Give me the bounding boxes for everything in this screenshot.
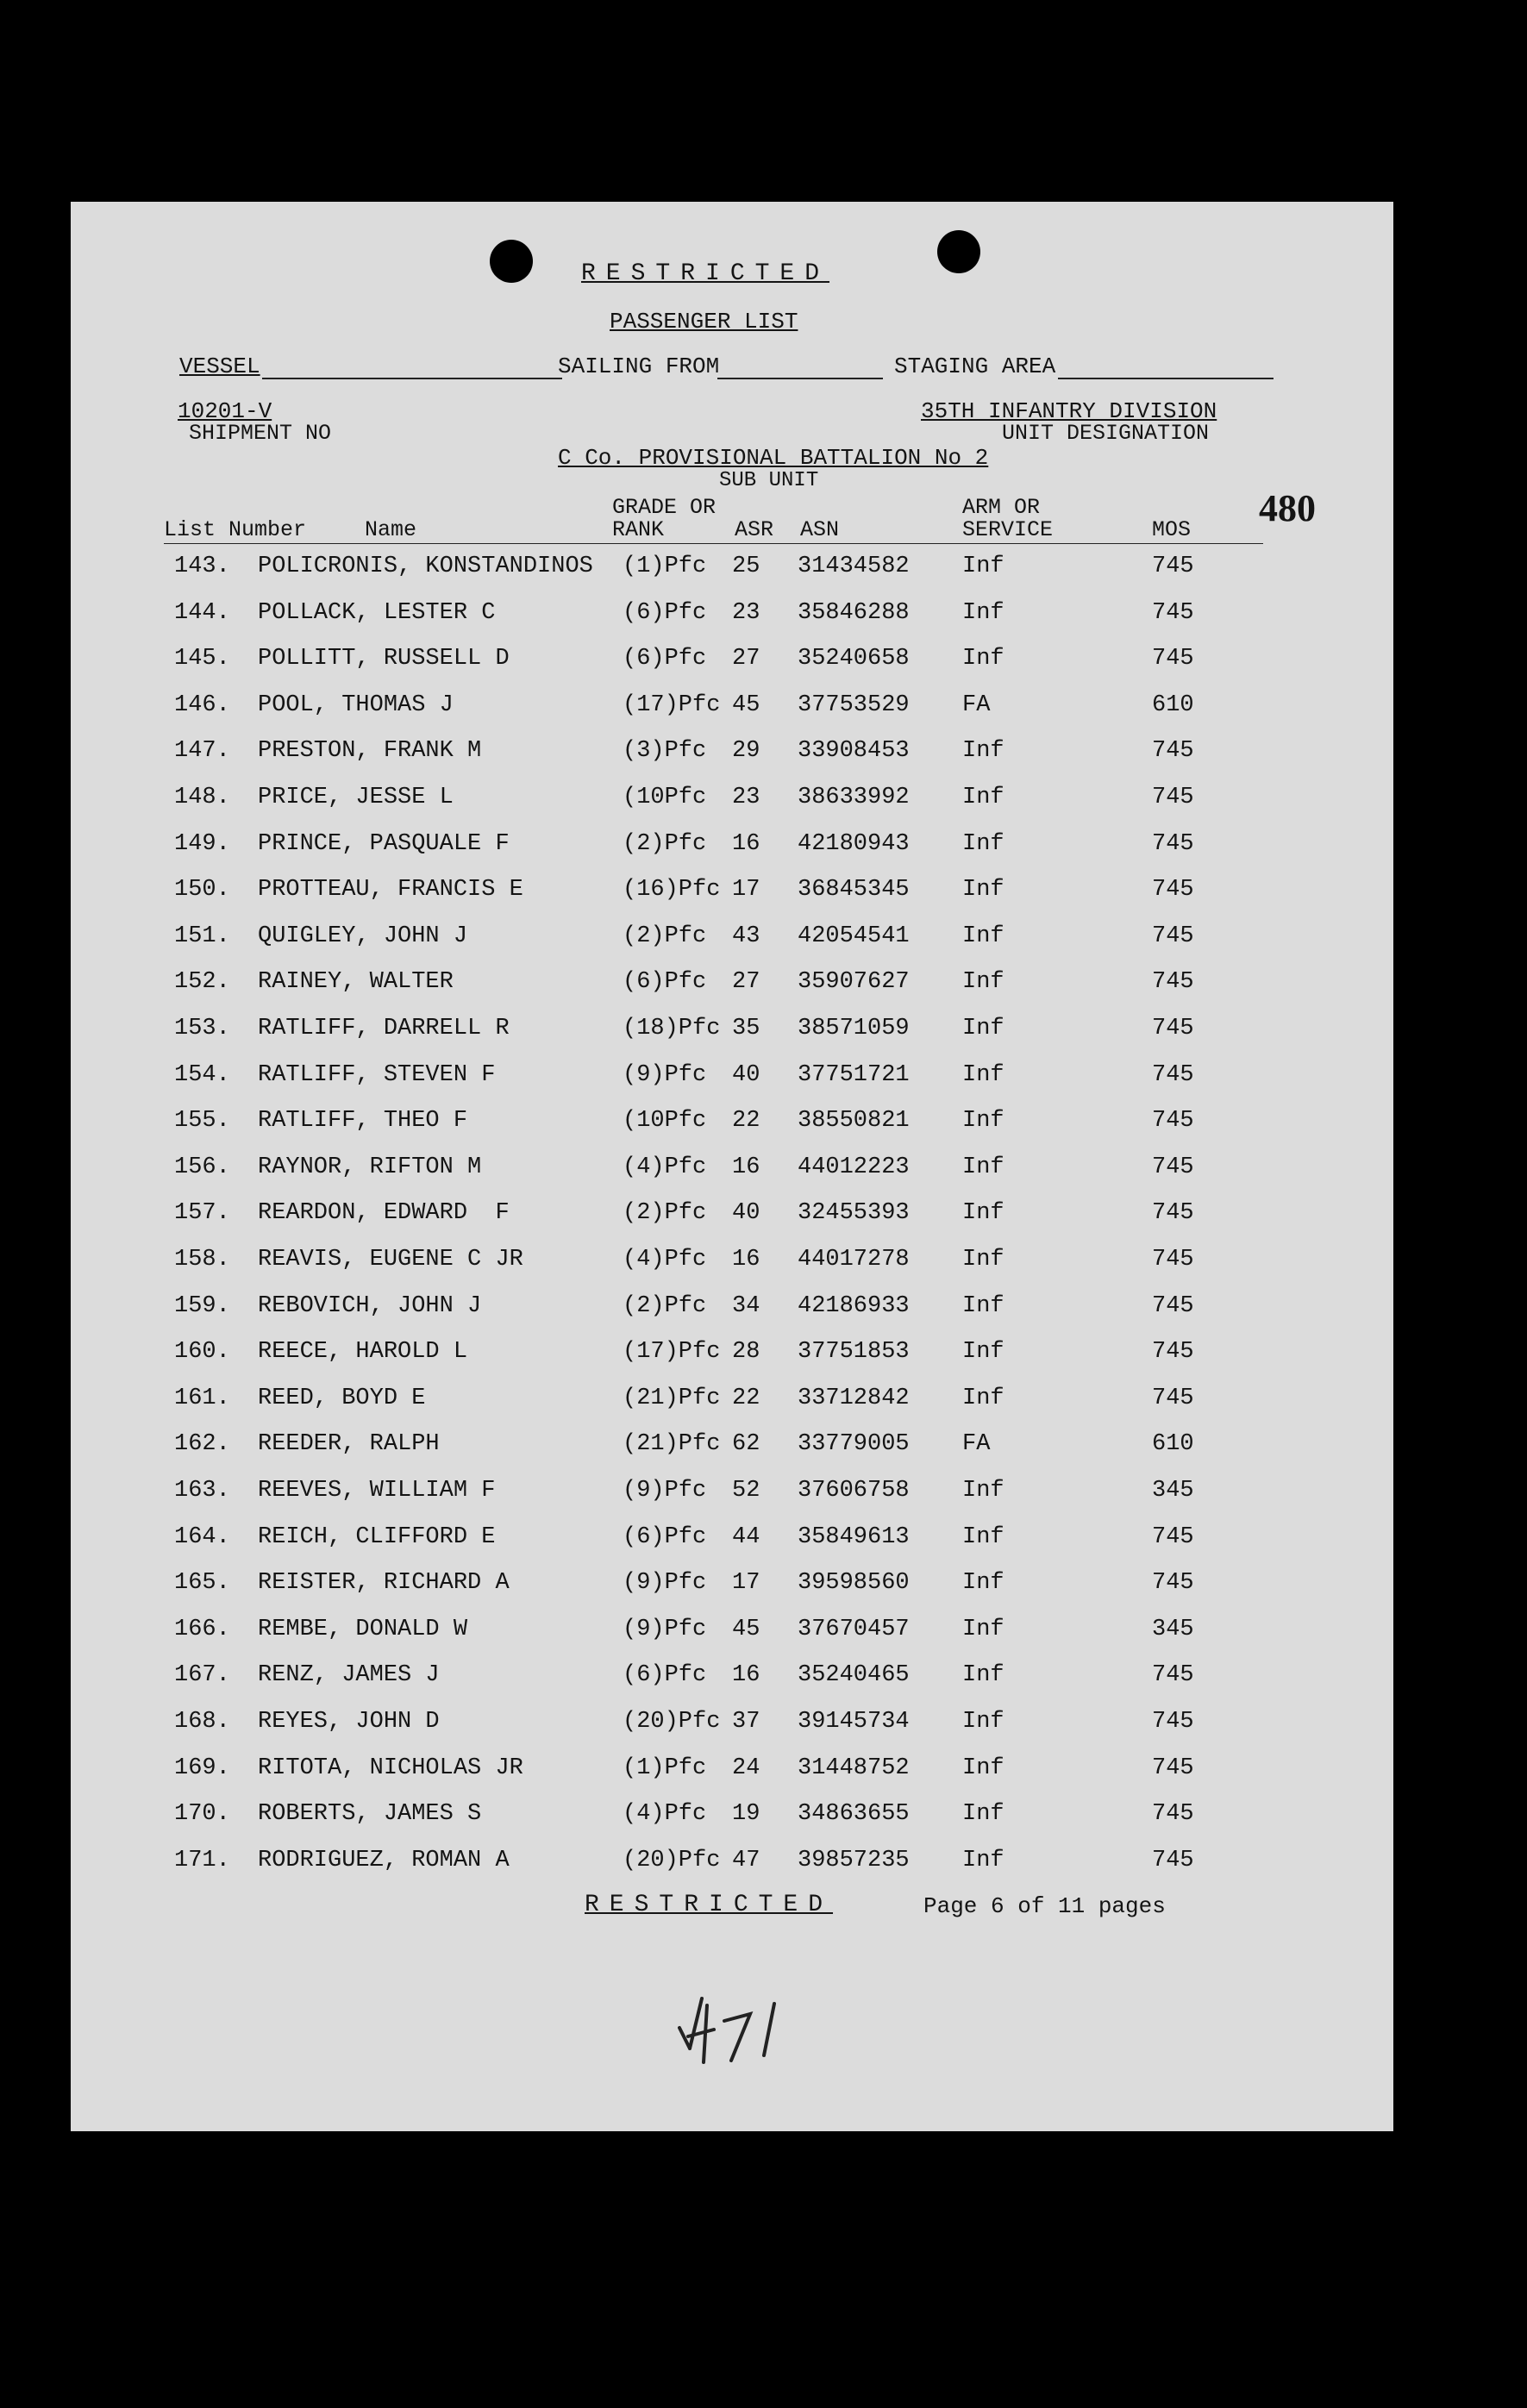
arm-service: Inf: [962, 1385, 1004, 1411]
grade-rank: (6)Pfc: [623, 969, 707, 996]
column-header-arm-line1: ARM OR: [962, 495, 1041, 520]
sub-unit-label: SUB UNIT: [719, 469, 819, 492]
grade-rank: (1)Pfc: [623, 1754, 707, 1781]
passenger-name: REECE, HAROLD L: [258, 1339, 468, 1366]
row-number: 156.: [174, 1154, 230, 1180]
army-serial-number: 39857235: [798, 1847, 910, 1873]
asr-score: 34: [732, 1292, 760, 1319]
row-number: 171.: [174, 1847, 230, 1873]
row-number: 149.: [174, 830, 230, 857]
table-row: [71, 738, 1393, 785]
row-number: 146.: [174, 691, 230, 718]
army-serial-number: 39598560: [798, 1570, 910, 1597]
table-row: [71, 1108, 1393, 1154]
mos-code: 745: [1152, 1061, 1194, 1088]
asr-score: 16: [732, 1662, 760, 1689]
mos-code: 745: [1152, 1200, 1194, 1227]
row-number: 166.: [174, 1616, 230, 1642]
page-info: Page 6 of 11 pages: [923, 1893, 1166, 1919]
mos-code: 745: [1152, 1247, 1194, 1273]
mos-code: 745: [1152, 1801, 1194, 1828]
passenger-name: REEDER, RALPH: [258, 1431, 440, 1458]
asr-score: 17: [732, 877, 760, 904]
passenger-name: POLLITT, RUSSELL D: [258, 646, 510, 672]
grade-rank: (21)Pfc: [623, 1431, 721, 1458]
restricted-header: RESTRICTED: [581, 260, 830, 287]
passenger-name: RATLIFF, THEO F: [258, 1108, 468, 1135]
row-number: 162.: [174, 1431, 230, 1458]
arm-service: FA: [962, 1431, 991, 1458]
asr-score: 52: [732, 1478, 760, 1504]
passenger-name: PRINCE, PASQUALE F: [258, 830, 510, 857]
army-serial-number: 44012223: [798, 1154, 910, 1180]
table-row: [71, 1339, 1393, 1385]
passenger-name: PRESTON, FRANK M: [258, 738, 482, 765]
row-number: 158.: [174, 1247, 230, 1273]
mos-code: 745: [1152, 969, 1194, 996]
grade-rank: (4)Pfc: [623, 1154, 707, 1180]
asr-score: 24: [732, 1754, 760, 1781]
asr-score: 29: [732, 738, 760, 765]
mos-code: 745: [1152, 1754, 1194, 1781]
grade-rank: (20)Pfc: [623, 1709, 721, 1735]
arm-service: Inf: [962, 785, 1004, 810]
sub-unit-value: C Co. PROVISIONAL BATTALION No 2: [558, 445, 989, 471]
mos-code: 745: [1152, 877, 1194, 904]
asr-score: 23: [732, 785, 760, 810]
table-row: [71, 1431, 1393, 1478]
column-header-asn: ASN: [800, 517, 840, 542]
column-header-asr: ASR: [735, 517, 774, 542]
row-number: 150.: [174, 877, 230, 904]
army-serial-number: 44017278: [798, 1247, 910, 1273]
passenger-name: REICH, CLIFFORD E: [258, 1523, 496, 1550]
grade-rank: (2)Pfc: [623, 830, 707, 857]
vessel-label: VESSEL: [179, 353, 260, 379]
asr-score: 22: [732, 1108, 760, 1135]
grade-rank: (21)Pfc: [623, 1385, 721, 1411]
table-row: [71, 646, 1393, 692]
passenger-name: RENZ, JAMES J: [258, 1662, 440, 1689]
mos-code: 345: [1152, 1616, 1194, 1642]
passenger-name: REED, BOYD E: [258, 1385, 426, 1411]
column-header-grade-line1: GRADE OR: [612, 495, 717, 520]
mos-code: 745: [1152, 554, 1194, 579]
army-serial-number: 33908453: [798, 738, 910, 765]
army-serial-number: 35240658: [798, 646, 910, 672]
asr-score: 45: [732, 691, 760, 718]
passenger-name: PRICE, JESSE L: [258, 785, 454, 810]
row-number: 147.: [174, 738, 230, 765]
mos-code: 745: [1152, 923, 1194, 949]
arm-service: Inf: [962, 830, 1004, 857]
table-row: [71, 1154, 1393, 1201]
asr-score: 17: [732, 1570, 760, 1597]
row-number: 151.: [174, 923, 230, 949]
grade-rank: (2)Pfc: [623, 923, 707, 949]
asr-score: 35: [732, 1016, 760, 1041]
army-serial-number: 33779005: [798, 1431, 910, 1458]
row-number: 161.: [174, 1385, 230, 1411]
grade-rank: (2)Pfc: [623, 1200, 707, 1227]
table-row: [71, 1062, 1393, 1109]
column-header-arm-line2: SERVICE: [962, 517, 1054, 542]
mos-code: 745: [1152, 1108, 1194, 1135]
army-serial-number: 37606758: [798, 1478, 910, 1504]
page-number-stamp: 480: [1259, 487, 1316, 529]
arm-service: Inf: [962, 1478, 1004, 1504]
army-serial-number: 38571059: [798, 1016, 910, 1041]
grade-rank: (1)Pfc: [623, 554, 707, 579]
army-serial-number: 37670457: [798, 1616, 910, 1642]
passenger-name: RAINEY, WALTER: [258, 969, 454, 996]
arm-service: Inf: [962, 1801, 1004, 1828]
table-row: [71, 1478, 1393, 1524]
grade-rank: (9)Pfc: [623, 1616, 707, 1642]
army-serial-number: 37753529: [798, 691, 910, 718]
table-row: [71, 1848, 1393, 1894]
asr-score: 62: [732, 1431, 760, 1458]
mos-code: 745: [1152, 1570, 1194, 1597]
asr-score: 43: [732, 923, 760, 949]
army-serial-number: 39145734: [798, 1709, 910, 1735]
passenger-name: REARDON, EDWARD F: [258, 1200, 510, 1227]
table-row: [71, 1801, 1393, 1848]
passenger-name: RAYNOR, RIFTON M: [258, 1154, 482, 1180]
row-number: 165.: [174, 1570, 230, 1597]
mos-code: 745: [1152, 1662, 1194, 1689]
sailing-from-label: SAILING FROM: [558, 353, 720, 379]
arm-service: Inf: [962, 1847, 1004, 1873]
grade-rank: (18)Pfc: [623, 1016, 721, 1041]
passenger-name: POOL, THOMAS J: [258, 691, 454, 718]
asr-score: 45: [732, 1616, 760, 1642]
army-serial-number: 42180943: [798, 830, 910, 857]
mos-code: 745: [1152, 646, 1194, 672]
arm-service: Inf: [962, 1662, 1004, 1689]
arm-service: Inf: [962, 1616, 1004, 1642]
grade-rank: (6)Pfc: [623, 1662, 707, 1689]
sailing-from-line: [717, 378, 883, 379]
table-row: [71, 1570, 1393, 1617]
army-serial-number: 35849613: [798, 1523, 910, 1550]
passenger-name: RATLIFF, STEVEN F: [258, 1061, 496, 1088]
row-number: 157.: [174, 1200, 230, 1227]
asr-score: 19: [732, 1801, 760, 1828]
table-row: [71, 923, 1393, 970]
staging-area-label: STAGING AREA: [894, 353, 1056, 379]
mos-code: 745: [1152, 1016, 1194, 1041]
mos-code: 745: [1152, 1847, 1194, 1873]
passenger-name: RITOTA, NICHOLAS JR: [258, 1754, 523, 1781]
arm-service: Inf: [962, 738, 1004, 765]
asr-score: 25: [732, 554, 760, 579]
passenger-name: POLICRONIS, KONSTANDINOS: [258, 554, 593, 579]
row-number: 148.: [174, 785, 230, 810]
row-number: 144.: [174, 599, 230, 626]
handwritten-signature: [678, 1980, 798, 2074]
mos-code: 745: [1152, 830, 1194, 857]
row-number: 159.: [174, 1292, 230, 1319]
table-row: [71, 1016, 1393, 1062]
army-serial-number: 31448752: [798, 1754, 910, 1781]
grade-rank: (10Pfc: [623, 1108, 707, 1135]
arm-service: Inf: [962, 1016, 1004, 1041]
row-number: 155.: [174, 1108, 230, 1135]
row-number: 152.: [174, 969, 230, 996]
row-number: 170.: [174, 1801, 230, 1828]
mos-code: 745: [1152, 738, 1194, 765]
table-row: [71, 1755, 1393, 1802]
arm-service: Inf: [962, 969, 1004, 996]
asr-score: 37: [732, 1709, 760, 1735]
grade-rank: (10Pfc: [623, 785, 707, 810]
column-header-grade-line2: RANK: [612, 517, 665, 542]
mos-code: 745: [1152, 785, 1194, 810]
passenger-name: REAVIS, EUGENE C JR: [258, 1247, 523, 1273]
shipment-label: SHIPMENT NO: [189, 421, 332, 446]
arm-service: Inf: [962, 1247, 1004, 1273]
table-row: [71, 1617, 1393, 1663]
arm-service: Inf: [962, 599, 1004, 626]
passenger-name: POLLACK, LESTER C: [258, 599, 496, 626]
army-serial-number: 42186933: [798, 1292, 910, 1319]
asr-score: 44: [732, 1523, 760, 1550]
arm-service: Inf: [962, 1709, 1004, 1735]
grade-rank: (9)Pfc: [623, 1061, 707, 1088]
army-serial-number: 32455393: [798, 1200, 910, 1227]
mos-code: 610: [1152, 691, 1194, 718]
row-number: 164.: [174, 1523, 230, 1550]
army-serial-number: 37751853: [798, 1339, 910, 1366]
grade-rank: (9)Pfc: [623, 1478, 707, 1504]
table-row: [71, 600, 1393, 647]
arm-service: Inf: [962, 1292, 1004, 1319]
grade-rank: (17)Pfc: [623, 1339, 721, 1366]
arm-service: Inf: [962, 877, 1004, 904]
unit-designation-label: UNIT DESIGNATION: [1002, 421, 1210, 446]
column-header-name: Name: [365, 517, 417, 542]
row-number: 154.: [174, 1061, 230, 1088]
table-row: [71, 1709, 1393, 1755]
arm-service: Inf: [962, 1108, 1004, 1135]
table-row: [71, 692, 1393, 739]
army-serial-number: 31434582: [798, 554, 910, 579]
grade-rank: (17)Pfc: [623, 691, 721, 718]
row-number: 169.: [174, 1754, 230, 1781]
table-row: [71, 1200, 1393, 1247]
table-row: [71, 1662, 1393, 1709]
table-row: [71, 831, 1393, 878]
table-row: [71, 1385, 1393, 1432]
arm-service: FA: [962, 691, 991, 718]
grade-rank: (2)Pfc: [623, 1292, 707, 1319]
asr-score: 22: [732, 1385, 760, 1411]
document-sheet: [71, 202, 1393, 2131]
grade-rank: (16)Pfc: [623, 877, 721, 904]
asr-score: 16: [732, 1247, 760, 1273]
passenger-name: REEVES, WILLIAM F: [258, 1478, 496, 1504]
restricted-footer: RESTRICTED: [585, 1892, 834, 1918]
shipment-number: 10201-V: [178, 398, 272, 424]
arm-service: Inf: [962, 923, 1004, 949]
mos-code: 745: [1152, 1339, 1194, 1366]
row-number: 160.: [174, 1339, 230, 1366]
mos-code: 745: [1152, 1292, 1194, 1319]
asr-score: 23: [732, 599, 760, 626]
army-serial-number: 35240465: [798, 1662, 910, 1689]
table-row: [71, 1524, 1393, 1571]
mos-code: 745: [1152, 1154, 1194, 1180]
arm-service: Inf: [962, 1570, 1004, 1597]
mos-code: 745: [1152, 599, 1194, 626]
column-header-list-number: List Number: [164, 517, 307, 542]
table-row: [71, 1247, 1393, 1293]
passenger-name: RODRIGUEZ, ROMAN A: [258, 1847, 510, 1873]
mos-code: 610: [1152, 1431, 1194, 1458]
arm-service: Inf: [962, 646, 1004, 672]
grade-rank: (6)Pfc: [623, 1523, 707, 1550]
staging-area-line: [1058, 378, 1274, 379]
asr-score: 47: [732, 1847, 760, 1873]
asr-score: 16: [732, 1154, 760, 1180]
row-number: 163.: [174, 1478, 230, 1504]
army-serial-number: 36845345: [798, 877, 910, 904]
army-serial-number: 38633992: [798, 785, 910, 810]
army-serial-number: 34863655: [798, 1801, 910, 1828]
row-number: 153.: [174, 1016, 230, 1041]
passenger-name: REISTER, RICHARD A: [258, 1570, 510, 1597]
mos-code: 745: [1152, 1523, 1194, 1550]
passenger-name: REMBE, DONALD W: [258, 1616, 468, 1642]
passenger-name: RATLIFF, DARRELL R: [258, 1016, 510, 1041]
mos-code: 745: [1152, 1385, 1194, 1411]
row-number: 167.: [174, 1662, 230, 1689]
passenger-name: QUIGLEY, JOHN J: [258, 923, 468, 949]
grade-rank: (6)Pfc: [623, 646, 707, 672]
army-serial-number: 42054541: [798, 923, 910, 949]
army-serial-number: 37751721: [798, 1061, 910, 1088]
grade-rank: (6)Pfc: [623, 599, 707, 626]
grade-rank: (20)Pfc: [623, 1847, 721, 1873]
army-serial-number: 35907627: [798, 969, 910, 996]
table-row: [71, 877, 1393, 923]
punch-hole-right: [937, 230, 980, 273]
asr-score: 28: [732, 1339, 760, 1366]
asr-score: 40: [732, 1200, 760, 1227]
asr-score: 27: [732, 646, 760, 672]
asr-score: 27: [732, 969, 760, 996]
arm-service: Inf: [962, 1339, 1004, 1366]
army-serial-number: 38550821: [798, 1108, 910, 1135]
arm-service: Inf: [962, 554, 1004, 579]
grade-rank: (4)Pfc: [623, 1801, 707, 1828]
arm-service: Inf: [962, 1154, 1004, 1180]
passenger-name: PROTTEAU, FRANCIS E: [258, 877, 523, 904]
punch-hole-left: [490, 240, 533, 283]
table-row: [71, 1293, 1393, 1340]
vessel-line: [262, 378, 562, 379]
grade-rank: (4)Pfc: [623, 1247, 707, 1273]
mos-code: 745: [1152, 1709, 1194, 1735]
document-title: PASSENGER LIST: [610, 309, 798, 335]
passenger-name: ROBERTS, JAMES S: [258, 1801, 482, 1828]
passenger-name: REBOVICH, JOHN J: [258, 1292, 482, 1319]
arm-service: Inf: [962, 1061, 1004, 1088]
asr-score: 40: [732, 1061, 760, 1088]
army-serial-number: 35846288: [798, 599, 910, 626]
arm-service: Inf: [962, 1754, 1004, 1781]
column-header-mos: MOS: [1152, 517, 1192, 542]
table-row: [71, 785, 1393, 831]
header-underline: [164, 543, 1263, 544]
passenger-name: REYES, JOHN D: [258, 1709, 440, 1735]
army-serial-number: 33712842: [798, 1385, 910, 1411]
mos-code: 345: [1152, 1478, 1194, 1504]
table-row: [71, 969, 1393, 1016]
row-number: 145.: [174, 646, 230, 672]
row-number: 143.: [174, 554, 230, 579]
table-row: [71, 554, 1393, 600]
grade-rank: (3)Pfc: [623, 738, 707, 765]
arm-service: Inf: [962, 1200, 1004, 1227]
grade-rank: (9)Pfc: [623, 1570, 707, 1597]
unit-designation-value: 35TH INFANTRY DIVISION: [921, 398, 1217, 424]
asr-score: 16: [732, 830, 760, 857]
arm-service: Inf: [962, 1523, 1004, 1550]
row-number: 168.: [174, 1709, 230, 1735]
